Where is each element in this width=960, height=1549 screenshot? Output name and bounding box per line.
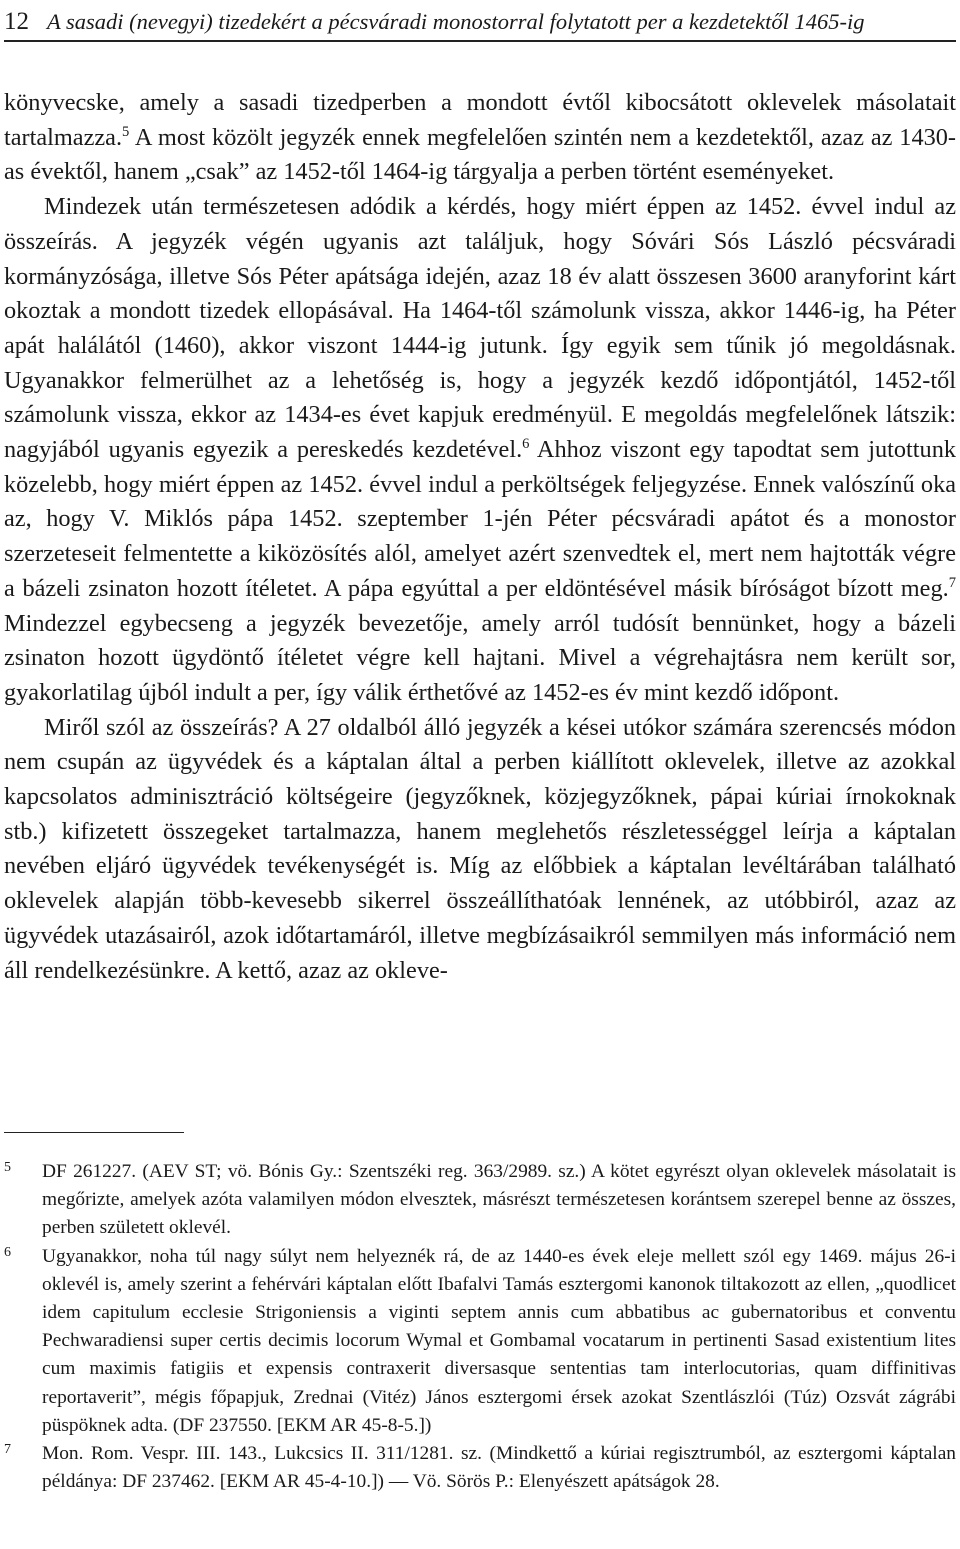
paragraph-3: Miről szól az összeírás? A 27 oldalból álló jegyzék a kései utókor számára szerencsés módon nem csupán az ügyvédek és a káptalan által a perben kiállított oklevelek, illetve az azokkal kapcsolatos adminisztráció költségeire (jegyzőknek, közjegyzőknek, pápai kúriai írnokoknak stb.) kifizetett összegeket tartalmazza, hanem meglehetős részletességgel leírja a káptalan nevében eljáró ügyvédek tevékenységét is. Míg az előbbiek a káptalan levéltárában található oklevelek alapján több-kevesebb sikerrel összeállíthatóak lennének, az utóbbiról, azaz az ügyvédek utazásairól, azok időtartamáról, illetve megbízásaikról semmilyen más információ nem áll rendelkezésünkre. A kettő, azaz az okleve- xyxy=(4,713,956,984)
paragraph-2-text-a: Mindezek után természetesen adódik a kérdés, hogy miért éppen az 1452. évvel indul az összeírás. A jegyzék végén ugyanis azt találjuk, hogy Sóvári Sós László pécsváradi kormányzósága, illetve Sós Péter apátsága idején, azaz 18 év alatt összesen 3600 aranyforint kárt okoztak a mondott tizedek ellopásával. Ha 1464-től számolunk vissza, akkor 1446-ig, ha Péter apát halálától (1460), akkor viszont 1444-ig jutunk. Így egyik sem tűnik jó megoldásnak. Ugyanakkor felmerülhet az a lehetőség is, hogy a jegyzék kezdő időpontjától, 1452-től számolunk vissza, ekkor az 1434-es évet kapjuk eredményül. E megoldás megfelelőnek látszik: nagyjából ugyanis egyezik a pereskedés kezdetével. xyxy=(4,193,956,464)
footnote-ref-6[interactable]: 6 xyxy=(522,435,530,452)
paragraph-1-text-a: könyvecske, amely a sasadi tizedperben a mondott évtől kibocsátott oklevelek másolatait tartalmazza. xyxy=(4,89,956,151)
footnote-divider xyxy=(4,1132,184,1133)
footnote-text: Ugyanakkor, noha túl nagy súlyt nem helyeznék rá, de az 1440-es évek eleje mellett szól egy 1469. május 26-i oklevél is, amely szerint a fehérvári káptalan előtt Ibafalvi Tamás esztergomi kanonok tiltakozott az ellen, „quodlicet idem capitulum ecclesie Strigoniensis a viginti septem annis cum abbatibus ac gubernatoribus et conventu Pechwaradiensi super certis decimis locorum Wymal et Gombamal vocatarum in pertinenti Sasad existentium lites cum maximis fatigiis et expensis contraxerit diversasque sententias tam interlocutorias, quam diffinitivas reportaverit”, mégis főpapjuk, Zrednai (Vitéz) János esztergomi érsek azokat Szentlászlói (Túz) Ozsvát zágrábi püspöknek adta. (DF 237550. [EKM AR 45-8-5.]) xyxy=(42,1245,956,1436)
footnote-number: 7 xyxy=(4,1442,11,1458)
paragraph-1 xyxy=(4,86,956,190)
footnote-number: 6 xyxy=(4,1244,11,1260)
footnote-6 xyxy=(4,1243,956,1440)
page-number: 12 xyxy=(4,8,29,35)
paragraph-2-text-b: Ahhoz viszont egy tapodtat sem jutottunk közelebb, hogy miért éppen az 1452. évvel indul a perköltségek feljegyzése. Ennek valószínű oka az, hogy V. Miklós pápa 1452. szeptember 1-jén Péter pécsváradi apátot és a monostor szerzeteseit felmentette a kiközösítés alól, amelyet azért szenvedtek el, mert nem hajtották végre a bázeli zsinaton hozott ítéletet. A pápa egyúttal a per eldöntésével másik bíróságot bízott meg. xyxy=(4,436,957,602)
paragraph-1-text-b: A most közölt jegyzék ennek megfelelően szintén nem a kezdetektől, azaz az 1430-as évektől, hanem „csak” az 1452-től 1464-ig tárgyalja a perben történt eseményeket. xyxy=(4,123,956,186)
footnote-text: Mon. Rom. Vespr. III. 143., Lukcsics II. 311/1281. sz. (Mindkettő a kúriai regisztrumból, az esztergomi káptalan példánya: DF 237462. [EKM AR 45-4-10.]) — Vö. Sörös P.: Elenyészett apátságok 28. xyxy=(42,1443,956,1493)
footnote-5 xyxy=(4,1158,956,1243)
footnotes xyxy=(4,1158,956,1496)
footnote-text: DF 261227. (AEV ST; vö. Bónis Gy.: Szentszéki reg. 363/2989. sz.) A kötet egyrészt olyan oklevelek másolatait is megőrizte, amelyek azóta valamilyen módon elvesztek, másrészt természetesen korántsem szerepel benne az összes, perben született oklevél. xyxy=(42,1161,956,1239)
body-text xyxy=(4,86,956,988)
running-title: A sasadi (nevegyi) tizedekért a pécsváradi monostorral folytatott per a kezdetektől 1465-ig xyxy=(47,9,865,34)
paragraph-2 xyxy=(4,190,956,711)
page-header xyxy=(4,2,956,42)
paragraph-2-text-c: Mindezzel egybecseng a jegyzék bevezetője, amely arról tudósít bennünket, hogy a bázeli zsinaton hozott ügydöntő ítéletet végre kell hajtani. Mivel a végrehajtásra nem került sor, gyakorlatilag újból indult a per, így válik érthetővé az 1452-es év mint kezdő időpont. xyxy=(4,609,956,706)
footnote-number: 5 xyxy=(4,1160,11,1175)
footnote-ref-5[interactable]: 5 xyxy=(122,123,130,140)
footnote-7 xyxy=(4,1440,956,1496)
footnote-ref-7[interactable]: 7 xyxy=(948,574,956,591)
